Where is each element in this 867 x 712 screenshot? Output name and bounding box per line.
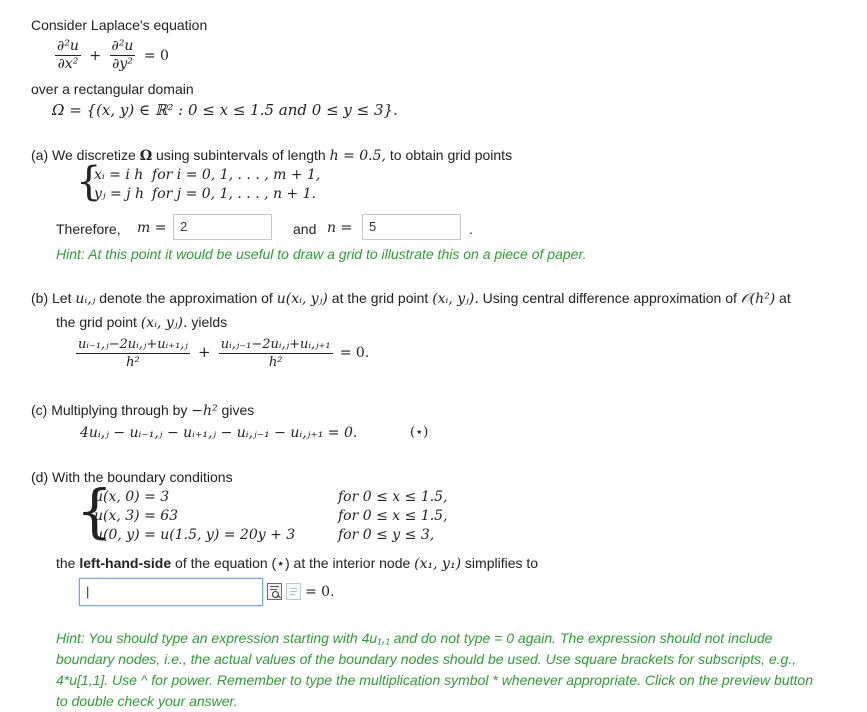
bc3-right: for 0 ≤ y ≤ 3,	[338, 527, 435, 543]
bc-brace: {	[76, 477, 113, 545]
eq-term1-num: ∂²u	[57, 38, 79, 54]
part-c-line	[31, 402, 254, 419]
eq-term1-den: ∂x²	[57, 56, 79, 72]
frac2-den: h²	[268, 355, 283, 370]
equals-zero: = 0.	[305, 584, 335, 600]
domain-formula: Ω = {(x, y) ∈ ℝ² : 0 ≤ x ≤ 1.5 and 0 ≤ y ≤ 3}.	[52, 101, 398, 119]
left-hand-side-bold: left-hand-side	[79, 555, 172, 571]
bc2-right: for 0 ≤ x ≤ 1.5,	[338, 508, 448, 524]
interior-node: (x₁, y₁)	[414, 556, 462, 572]
star-label: (⋆)	[410, 425, 429, 440]
part-d-simplify-line	[56, 555, 538, 572]
part-a-label: (a)	[31, 147, 49, 163]
case1-left: xᵢ = i h	[94, 167, 144, 183]
case1-right: for i = 0, 1, . . . , m + 1,	[152, 167, 321, 183]
part-a-hint: Hint: At this point it would be useful to draw a grid to illustrate this on a piece of paper.	[56, 246, 587, 262]
eq-plus: +	[89, 47, 102, 64]
grid-cases	[76, 159, 324, 205]
case2-right: for j = 0, 1, . . . , n + 1.	[152, 186, 316, 202]
m-label: m =	[137, 220, 167, 236]
part-b-text2: denote the approximation of	[99, 290, 273, 306]
eq-term2-den: ∂y²	[112, 56, 133, 72]
part-a-intro	[31, 147, 512, 164]
part-c-text2: gives	[221, 402, 255, 418]
frac1-den: h²	[126, 355, 140, 370]
answer-input[interactable]: |	[79, 578, 263, 606]
part-b-text3: at the grid point	[331, 290, 429, 306]
central-difference-equation	[76, 336, 369, 371]
case2-left: yⱼ = j h	[94, 186, 145, 202]
intro-line-2: over a rectangular domain	[31, 81, 194, 97]
part-a-text-suffix: to obtain grid points	[389, 147, 513, 163]
bc2-left: u(x, 3) = 63	[94, 508, 179, 524]
part-b-line2	[56, 314, 227, 331]
part-a-text-prefix: We discretize	[52, 147, 136, 163]
omega-symbol: Ω	[139, 148, 153, 164]
order-notation: 𝒪(h²)	[740, 291, 776, 307]
frac1-num: uᵢ₋₁,ⱼ−2uᵢ,ⱼ+uᵢ₊₁,ⱼ	[78, 337, 188, 352]
part-d-hint: Hint: You should type an expression starting with 4u₁,₁ and do not type = 0 again. The expression should not include boundary nodes, i.e., the actual values of the boundary nodes should be used. Use square brackets for subscripts, e.g., 4*u[1,1]. Use ^ for power. Remember to type the multiplication symbol * whenever appropriate. Click on the preview button to double check your answer.	[56, 630, 813, 709]
part-d-label: (d)	[31, 469, 49, 485]
frac-plus: +	[198, 343, 211, 361]
eq-rhs: = 0	[143, 47, 169, 64]
u-ij: uᵢ,ⱼ	[75, 291, 96, 307]
part-c-label: (c)	[31, 402, 48, 418]
grid-point: (xᵢ, yⱼ).	[432, 291, 479, 307]
part-b-line2-prefix: the grid point	[56, 314, 137, 330]
factor: −h²	[191, 403, 218, 419]
h-formula: h = 0.5,	[329, 148, 386, 164]
part-b-line1	[31, 290, 791, 307]
part-c-text: Multiplying through by	[51, 402, 188, 418]
n-input[interactable]: 5	[362, 214, 461, 240]
bc1-left: u(x, 0) = 3	[94, 489, 170, 505]
part-b-text5: at	[779, 290, 791, 306]
eq-term2-num: ∂²u	[111, 38, 134, 54]
simplify-end: simplifies to	[464, 555, 539, 571]
part-b-line2-suffix: yields	[191, 314, 228, 330]
simplify-the: the	[56, 555, 76, 571]
boundary-conditions	[76, 477, 452, 545]
part-d-text: With the boundary conditions	[52, 469, 233, 485]
frac-rhs: = 0.	[339, 345, 370, 361]
part-a-text-mid: using subintervals of length	[156, 147, 326, 163]
part-b-text1: Let	[52, 290, 72, 306]
bc3-left: u(0, y) = u(1.5, y) = 20y + 3	[94, 527, 296, 543]
u-xy: u(xᵢ, yⱼ)	[276, 291, 328, 307]
document-icon[interactable]	[286, 583, 301, 600]
intro-line: Consider Laplace's equation	[31, 17, 208, 33]
preview-icon[interactable]	[267, 583, 282, 600]
period: .	[469, 221, 473, 237]
and-text: and	[293, 221, 317, 237]
m-input[interactable]: 2	[173, 214, 272, 240]
laplace-equation	[55, 38, 169, 73]
part-d-line	[31, 469, 233, 485]
therefore-text: Therefore,	[56, 221, 121, 237]
part-b-text4: Using central difference approximation of	[482, 290, 737, 306]
five-point-equation: 4uᵢ,ⱼ − uᵢ₋₁,ⱼ − uᵢ₊₁,ⱼ − uᵢ,ⱼ₋₁ − uᵢ,ⱼ₊₁ = 0.	[80, 425, 358, 441]
simplify-mid: of the equation (⋆) at the interior node	[175, 555, 411, 571]
left-brace: {	[76, 159, 102, 205]
grid-point-2: (xᵢ, yⱼ).	[140, 315, 188, 331]
n-label: n =	[327, 220, 353, 236]
part-b-label: (b)	[31, 290, 49, 306]
frac2-num: uᵢ,ⱼ₋₁−2uᵢ,ⱼ+uᵢ,ⱼ₊₁	[220, 337, 331, 352]
bc1-right: for 0 ≤ x ≤ 1.5,	[338, 489, 448, 505]
